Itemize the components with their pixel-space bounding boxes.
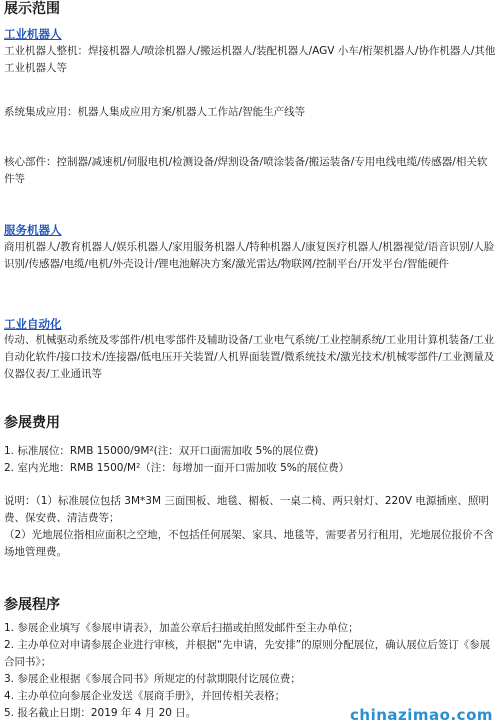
procedure-step: 5. 报名截止日期：2019 年 4 月 20 日。	[4, 707, 197, 719]
fee-item: 2. 室内光地：RMB 1500/M²（注：每增加一面开口需加收 5%的展位费）	[4, 462, 350, 474]
service-robots-heading[interactable]: 服务机器人	[4, 223, 62, 237]
industrial-robots-integration: 系统集成应用：机器人集成应用方案/机器人工作站/智能生产线等	[4, 106, 306, 118]
industrial-robots-whole-machine: 工业机器人整机：焊接机器人/喷涂机器人/搬运机器人/装配机器人/AGV 小车/桁架机器人/协作机器人/其他工业机器人等	[4, 45, 496, 74]
industrial-automation-text: 传动、机械驱动系统及零部件/机电零部件及辅助设备/工业电气系统/工业控制系统/工业用计算机装备/工业自动化软件/接口技术/连接器/低电压开关装置/人机界面装置/微系统技术/激光技术/机械零部件/工业测量及仪器仪表/工业通讯等	[4, 334, 495, 380]
service-robots-text: 商用机器人/教育机器人/娱乐机器人/家用服务机器人/特种机器人/康复医疗机器人/机器视觉/语音识别/人脸识别/传感器/电缆/电机/外壳设计/锂电池解决方案/激光雷达/物联网/控制平台/开发平台/智能硬件	[4, 241, 495, 270]
scope-title: 展示范围	[4, 1, 60, 17]
fees-title: 参展费用	[4, 415, 60, 431]
industrial-robots-heading[interactable]: 工业机器人	[4, 27, 62, 41]
site-watermark: chinazimao.com	[350, 706, 493, 724]
procedure-title: 参展程序	[4, 597, 60, 613]
fee-item: 1. 标准展位：RMB 15000/9M²(注：双开口面需加收 5%的展位费)	[4, 445, 319, 457]
industrial-automation-heading[interactable]: 工业自动化	[4, 317, 62, 331]
procedure-step: 2. 主办单位对申请参展企业进行审核，并根据“先申请，先安排”的原则分配展位，确认展位后签订《参展合同书》；	[4, 639, 491, 668]
procedure-step: 1. 参展企业填写《参展申请表》，加盖公章后扫描或拍照发邮件至主办单位；	[4, 622, 359, 634]
procedure-step: 3. 参展企业根据《参展合同书》所规定的付款期限付讫展位费；	[4, 673, 301, 685]
fees-note-2: （2）光地展位指相应面积之空地，不包括任何展架、家具、地毯等，需要者另行租用，光地展位报价不含场地管理费。	[4, 529, 494, 558]
industrial-robots-core-parts: 核心部件：控制器/减速机/伺服电机/检测设备/焊割设备/喷涂装备/搬运装备/专用电线电缆/传感器/相关软件等	[4, 156, 488, 185]
fees-note-1: 说明：（1）标准展位包括 3M*3M 三面围板、地毯、楣板、一桌二椅、两只射灯、220V 电源插座、照明费、保安费、清洁费等；	[4, 495, 489, 524]
procedure-step: 4. 主办单位向参展企业发送《展商手册》，并回传相关表格；	[4, 690, 286, 702]
